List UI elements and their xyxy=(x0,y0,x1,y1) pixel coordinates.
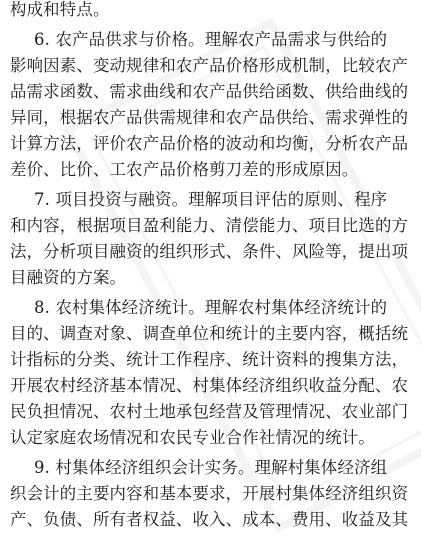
text-line-10: 法，分析项目融资的组织形式、条件、风险等，提出项 xyxy=(10,242,409,261)
text-line-7: 差价、比价、工农产品价格剪刀差的形成原因。 xyxy=(10,160,359,179)
text-line-12: 8. 农村集体经济统计。理解农村集体经济统计的 xyxy=(34,298,388,317)
text-line-15: 开展农村经济基本情况、村集体经济组织收益分配、农 xyxy=(10,376,409,395)
text-line-18: 9. 村集体经济组织会计实务。理解村集体经济组 xyxy=(34,458,388,477)
text-line-19: 织会计的主要内容和基本要求，开展村集体经济组织资 xyxy=(10,484,409,503)
text-line-8: 7. 项目投资与融资。理解项目评估的原则、程序 xyxy=(34,190,388,209)
text-line-5: 异同，根据农产品供需规律和农产品供给、需求弹性的 xyxy=(10,108,409,127)
text-line-2: 6. 农产品供求与价格。理解农产品需求与供给的 xyxy=(34,30,388,49)
text-line-6: 计算方法，评价农产品价格的波动和均衡，分析农产品 xyxy=(10,134,409,153)
text-line-1: 构成和特点。 xyxy=(10,0,110,19)
text-line-17: 认定家庭农场情况和农民专业合作社情况的统计。 xyxy=(10,428,375,447)
text-line-11: 目融资的方案。 xyxy=(10,268,127,287)
text-line-3: 影响因素、变动规律和农产品价格形成机制，比较农产 xyxy=(10,56,409,75)
text-line-20: 产、负债、所有者权益、收入、成本、费用、收益及其 xyxy=(10,510,409,529)
text-line-14: 计指标的分类、统计工作程序、统计资料的搜集方法， xyxy=(10,350,409,369)
text-line-9: 和内容，根据项目盈利能力、清偿能力、项目比选的方 xyxy=(10,216,409,235)
text-line-4: 品需求函数、需求曲线和农产品供给函数、供给曲线的 xyxy=(10,82,409,101)
text-line-16: 民负担情况、农村土地承包经营及管理情况、农业部门 xyxy=(10,402,409,421)
text-line-13: 目的、调查对象、调查单位和统计的主要内容，概括统 xyxy=(10,324,409,343)
